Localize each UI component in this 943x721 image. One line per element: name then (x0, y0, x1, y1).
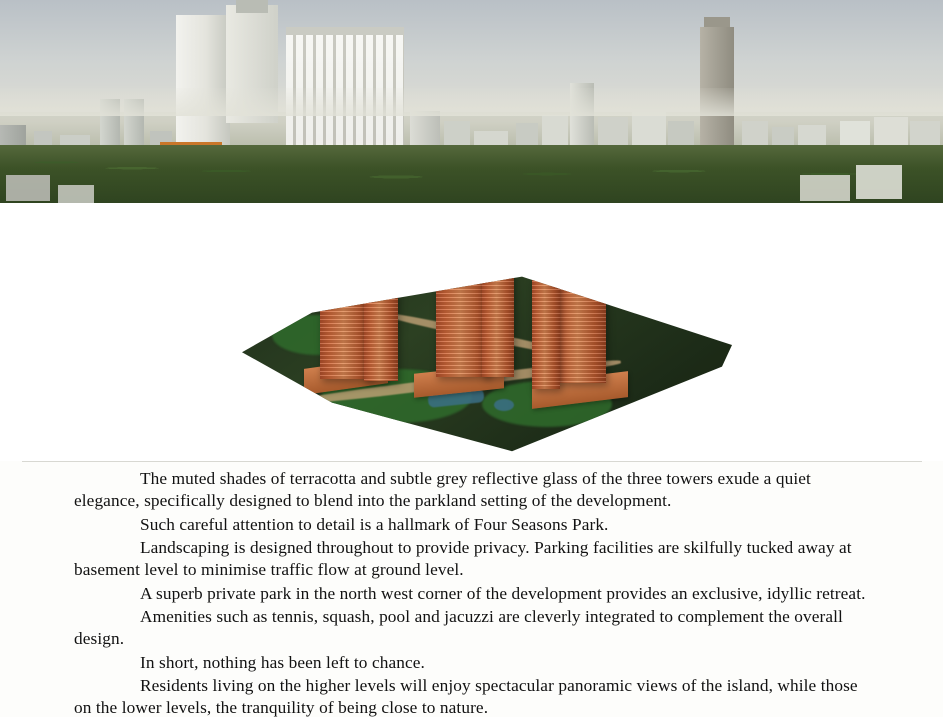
building-foreground-low (856, 165, 902, 199)
paragraph: Such careful attention to detail is a hallmark of Four Seasons Park. (140, 514, 609, 534)
paragraph: Landscaping is designed throughout to provide privacy. Parking facilities are skilfully tucked away at basement level to minimise traffic flow at ground level. (74, 538, 852, 580)
paragraph: A superb private park in the north west corner of the development provides an exclusive, idyllic retreat. (140, 583, 866, 603)
model-tower-one-crown (328, 243, 364, 257)
model-tower-one-wing (364, 283, 398, 381)
model-site-base (232, 273, 732, 453)
building-crown-cap (236, 0, 268, 13)
model-tower-three (554, 241, 606, 383)
atmospheric-haze (0, 88, 943, 116)
model-tower-three-wing (532, 277, 560, 389)
paragraph: Residents living on the higher levels will enjoy spectacular panoramic views of the island, while those on the lower levels, the tranquility of being close to nature. (74, 676, 858, 718)
model-tower-two-wing (482, 257, 514, 377)
building-arched-hotel-roofline (286, 27, 404, 35)
building-foreground-low (800, 175, 850, 201)
model-jacuzzi (494, 399, 514, 411)
paragraph: Amenities such as tennis, squash, pool and jacuzzi are cleverly integrated to complement the overall design. (74, 607, 843, 649)
building-foreground-low (6, 175, 50, 201)
building-dark-tower-cap (704, 17, 730, 27)
model-tower-three-crown (562, 227, 598, 243)
horizontal-divider (22, 461, 922, 462)
building-foreground-low (58, 185, 94, 203)
paragraph: The muted shades of terracotta and subtle grey reflective glass of the three towers exude a quiet elegance, specifically designed to blend into the parkland setting of the development. (74, 469, 811, 511)
paragraph: In short, nothing has been left to chance. (140, 652, 425, 672)
architectural-model-photograph (0, 203, 943, 461)
brochure-body-copy (74, 468, 874, 721)
city-skyline-photograph (0, 0, 943, 203)
model-tower-two-crown (444, 211, 482, 227)
